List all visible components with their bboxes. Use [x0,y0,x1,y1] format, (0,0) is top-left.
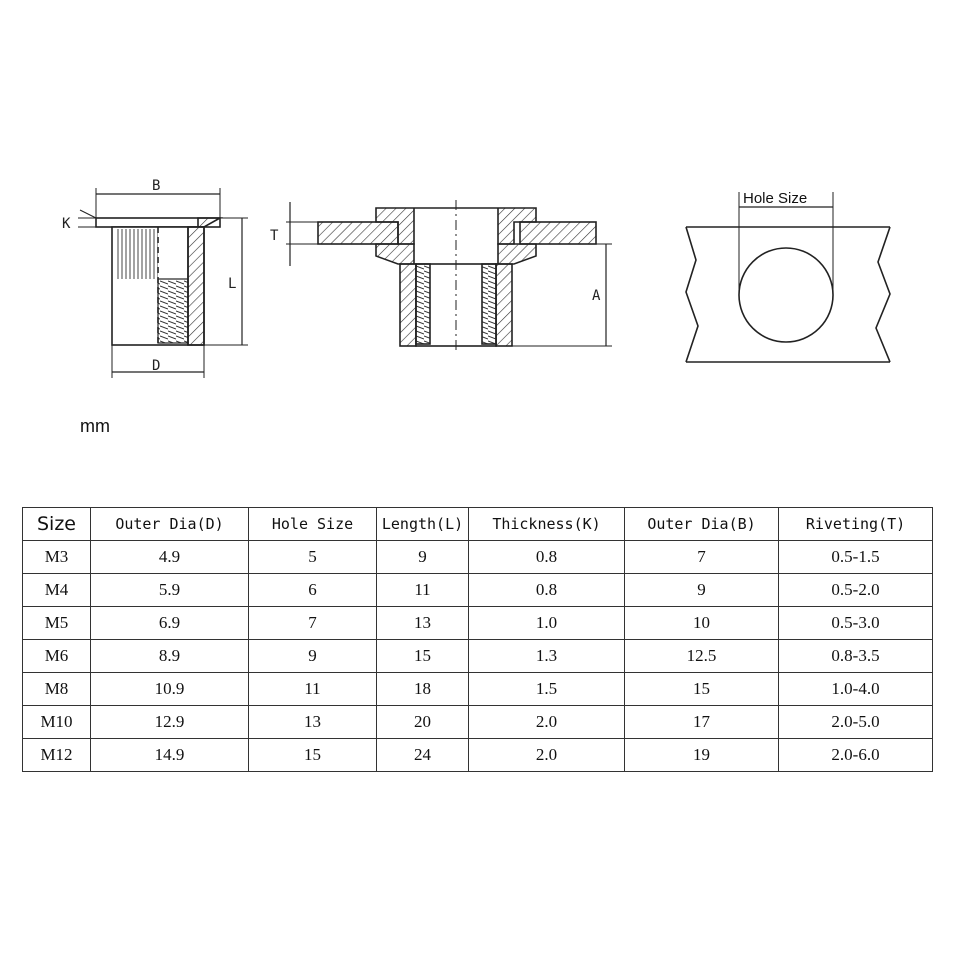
table-cell: 2.0 [469,739,625,772]
table-cell: 11 [249,673,377,706]
table-cell: M5 [23,607,91,640]
column-header: Hole Size [249,508,377,541]
table-cell: 2.0-5.0 [779,706,933,739]
table-header-row [23,508,933,541]
column-header: Outer Dia(D) [91,508,249,541]
spec-table [22,507,933,772]
table-row [23,574,933,607]
table-cell: 11 [377,574,469,607]
table-cell: 0.5-3.0 [779,607,933,640]
unit-label: mm [80,416,110,436]
dim-label-t: T [270,228,279,244]
rivet-nut-installed-view [286,200,612,352]
table-cell: M12 [23,739,91,772]
table-cell: 8.9 [91,640,249,673]
dim-label-b: B [152,178,161,194]
table-cell: 1.0 [469,607,625,640]
table-cell: M8 [23,673,91,706]
table-cell: 6 [249,574,377,607]
dim-label-a: A [592,288,601,304]
table-cell: 19 [625,739,779,772]
table-cell: 13 [377,607,469,640]
table-cell: M6 [23,640,91,673]
dim-label-k: K [62,216,71,232]
table-cell: 0.5-1.5 [779,541,933,574]
table-row [23,739,933,772]
table-cell: 12.9 [91,706,249,739]
table-cell: 0.8 [469,541,625,574]
table-cell: 1.0-4.0 [779,673,933,706]
table-cell: 4.9 [91,541,249,574]
table-row [23,706,933,739]
table-cell: 0.5-2.0 [779,574,933,607]
table-cell: 13 [249,706,377,739]
table-cell: 15 [377,640,469,673]
table-cell: 7 [249,607,377,640]
table-cell: 1.3 [469,640,625,673]
table-cell: 5.9 [91,574,249,607]
plate-hole-view [686,192,890,362]
table-cell: 5 [249,541,377,574]
table-row [23,673,933,706]
column-header: Outer Dia(B) [625,508,779,541]
table-row [23,541,933,574]
table-cell: 0.8-3.5 [779,640,933,673]
column-header: Size [23,508,91,541]
technical-drawings [0,0,960,420]
table-cell: M3 [23,541,91,574]
table-cell: 10.9 [91,673,249,706]
column-header: Riveting(T) [779,508,933,541]
table-cell: 9 [625,574,779,607]
table-cell: 15 [249,739,377,772]
table-cell: 14.9 [91,739,249,772]
column-header: Thickness(K) [469,508,625,541]
table-cell: M10 [23,706,91,739]
dim-label-d: D [152,358,161,374]
table-row [23,607,933,640]
dim-label-l: L [228,276,237,292]
table-cell: 24 [377,739,469,772]
table-cell: 1.5 [469,673,625,706]
table-cell: 2.0 [469,706,625,739]
rivet-nut-side-view [78,188,248,378]
table-cell: 7 [625,541,779,574]
table-cell: 2.0-6.0 [779,739,933,772]
table-row [23,640,933,673]
column-header: Length(L) [377,508,469,541]
table-cell: 15 [625,673,779,706]
table-cell: 9 [249,640,377,673]
table-cell: 9 [377,541,469,574]
table-cell: 20 [377,706,469,739]
table-cell: M4 [23,574,91,607]
table-cell: 0.8 [469,574,625,607]
table-cell: 6.9 [91,607,249,640]
table-cell: 10 [625,607,779,640]
hole-size-label: Hole Size [743,190,808,207]
table-cell: 17 [625,706,779,739]
table-cell: 12.5 [625,640,779,673]
table-cell: 18 [377,673,469,706]
